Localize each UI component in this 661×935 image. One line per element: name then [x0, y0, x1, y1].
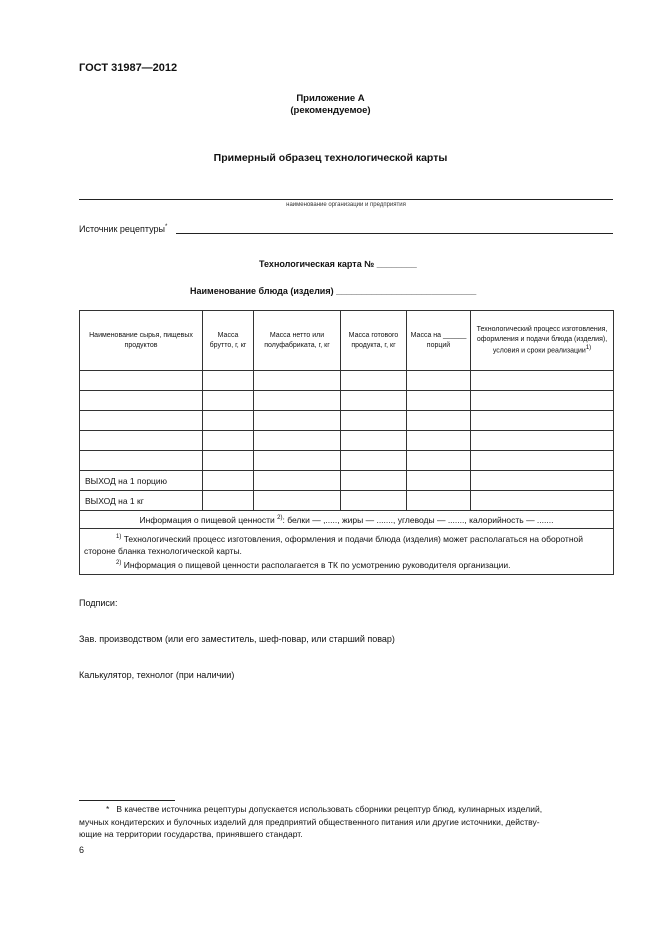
dish-name-label: Наименование блюда (изделия) ____________________________ [190, 286, 477, 296]
footnote-line-2: мучных кондитерских и булочных изделий для предприятий общественного питания или другие источники, действу- [79, 816, 540, 827]
recipe-source-label: Источник рецептуры* [79, 224, 168, 234]
nutrition-info-row [80, 511, 614, 529]
recipe-source-line [176, 233, 613, 234]
table-row [80, 371, 614, 391]
table-row [80, 411, 614, 431]
document-title: Примерный образец технологической карты [213, 152, 448, 164]
table-row [80, 431, 614, 451]
header-portions-mass: Масса на ______ порций [407, 311, 471, 371]
header-process: Технологический процесс изготовления, оформления и подачи блюда (изделия), условия и сроки реализации$^{1)}$ [471, 311, 614, 371]
header-gross-mass: Масса брутто, г, кг [203, 311, 254, 371]
footnote-line-1: * В качестве источника рецептуры допускается использовать сборники рецептур блюд, кулинарных изделий, [106, 804, 543, 814]
page-number: 6 [79, 845, 85, 855]
annex-title: Приложение А [296, 93, 365, 104]
table-header-row [80, 311, 614, 371]
technological-card-table [79, 310, 614, 575]
yield-per-portion-row: ВЫХОД на 1 порцию [80, 471, 614, 491]
note-1: $^{1)}$ Технологический процесс изготовления, оформления и подачи блюда (изделия) может располагаться на оборотной стороне бланка технологической карты. [84, 533, 583, 556]
footnote-separator [79, 800, 175, 801]
organization-caption: наименование организации и предприятия [286, 202, 406, 208]
chief-signature-label: Зав. производством (или его заместитель, шеф-повар, или старший повар) [79, 634, 395, 644]
organization-line [79, 199, 613, 200]
table-row [80, 391, 614, 411]
footnote-line-3: ющие на территории государства, принявшего стандарт. [79, 829, 303, 839]
header-ingredients: Наименование сырья, пищевых продуктов [80, 311, 203, 371]
card-number-label: Технологическая карта № ________ [259, 259, 417, 269]
header-finished-mass: Масса готового продукта, г, кг [341, 311, 407, 371]
nutrition-info: Информация о пищевой ценности $^{2)}$: белки — ,....., жиры — ......., углеводы — ......., калорийность — ....... [80, 511, 614, 529]
table-notes-row [80, 529, 614, 575]
signatures-label: Подписи: [79, 598, 118, 608]
annex-note: (рекомендуемое) [290, 105, 371, 116]
calculator-signature-label: Калькулятор, технолог (при наличии) [79, 670, 235, 680]
yield-per-kg-row: ВЫХОД на 1 кг [80, 491, 614, 511]
footnote [79, 803, 619, 841]
standard-code: ГОСТ 31987—2012 [79, 62, 178, 74]
table-row [80, 451, 614, 471]
header-net-mass: Масса нетто или полуфабриката, г, кг [254, 311, 341, 371]
note-2: $^{2)}$ Информация о пищевой ценности располагается в ТК по усмотрению руководителя организации. [116, 559, 511, 570]
table-notes [80, 529, 614, 575]
